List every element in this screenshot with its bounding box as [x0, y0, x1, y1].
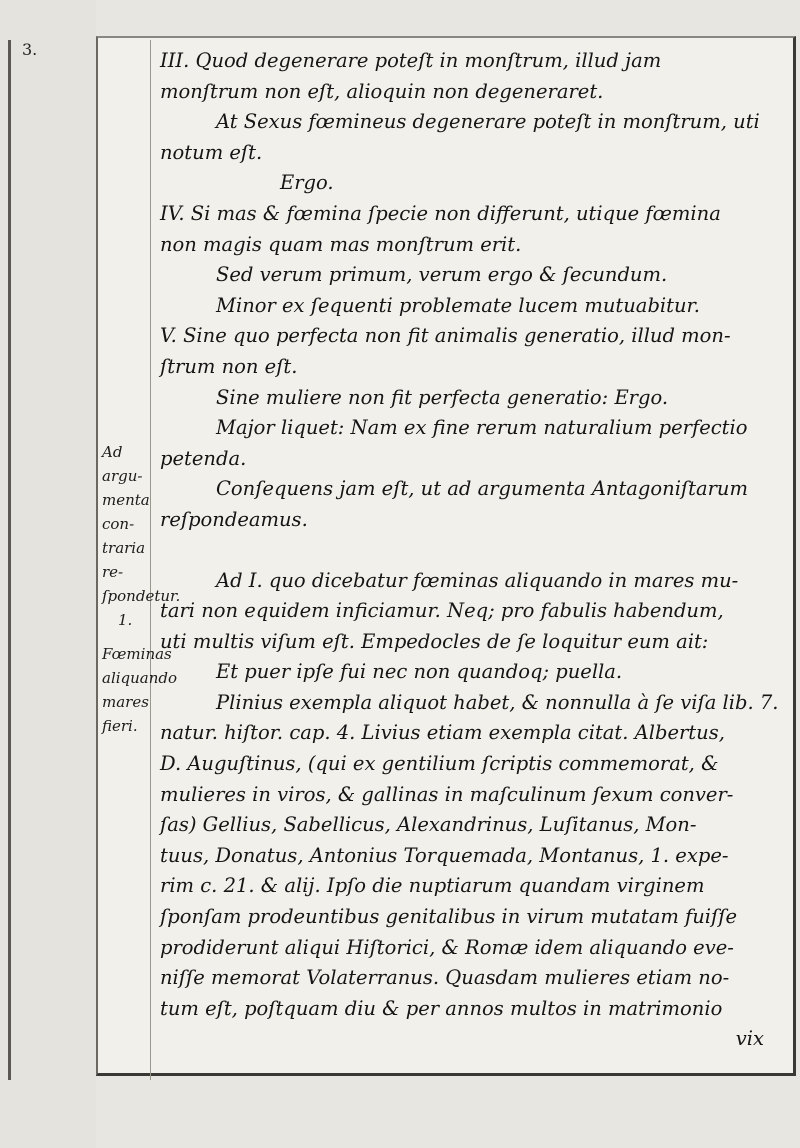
text-line: petenda. [160, 446, 247, 470]
binding-rule [8, 40, 11, 1080]
text-line: prodiderunt aliqui Hiſtorici, & Romæ idem aliquando eve- [160, 935, 734, 959]
text-line: mulieres in viros, & gallinas in maſculinum ſexum conver- [160, 782, 734, 806]
text-line: tuus, Donatus, Antonius Torquemada, Montanus, 1. expe- [160, 843, 729, 867]
text-line: reſpondeamus. [160, 507, 308, 531]
text-line: notum eſt. [160, 140, 263, 164]
catchword: vix [735, 1027, 764, 1051]
marginal-gloss [102, 440, 181, 738]
text-line: V. Sine quo perfecta non fit animalis generatio, illud mon- [160, 324, 731, 348]
text-line: Minor ex ſequenti problemate lucem mutuabitur. [216, 293, 700, 317]
text-line: non magis quam mas monſtrum erit. [160, 232, 522, 256]
text-line: natur. hiſtor. cap. 4. Livius etiam exempla citat. Albertus, [160, 721, 725, 745]
binding-margin [0, 0, 96, 1148]
text-line: ſponſam prodeuntibus genitalibus in virum mutatam fuiſſe [160, 905, 738, 929]
text-line: ſtrum non eſt. [160, 354, 298, 378]
text-line: Ergo. [280, 171, 334, 195]
text-line: Conſequens jam eſt, ut ad argumenta Antagoniſtarum [216, 477, 748, 501]
text-line: Plinius exempla aliquot habet, & nonnulla à ſe viſa lib. 7. [216, 690, 779, 714]
text-line: III. Quod degenerare poteſt in monſtrum, illud jam [160, 49, 662, 72]
page-number: 3. [22, 40, 38, 59]
text-line: IV. Si mas & fœmina ſpecie non differunt, utique fœmina [160, 201, 721, 225]
text-line: D. Auguſtinus, (qui ex gentilium ſcriptis commemorat, & [160, 752, 719, 776]
text-line: Sed verum primum, verum ergo & ſecundum. [216, 263, 668, 287]
text-line: Et puer ipſe fui nec non quandoq; puella. [216, 660, 623, 684]
text-line: Major liquet: Nam ex fine rerum naturalium perfectio [216, 416, 748, 440]
text-line: monſtrum non eſt, alioquin non degeneraret. [160, 79, 604, 103]
gloss-subheading: Fœminas aliquando mares fieri. [102, 645, 178, 735]
text-line: rim c. 21. & alij. Ipſo die nuptiarum quandam virginem [160, 874, 705, 898]
gloss-heading: Ad argu- menta con- traria re- ſpondetur. [102, 443, 181, 605]
text-line: tum eſt, poſtquam diu & per annos multos in matrimonio [160, 996, 723, 1020]
text-line: At Sexus fœmineus degenerare poteſt in monſtrum, uti [216, 110, 760, 134]
text-line: niſſe memorat Volaterranus. Quasdam mulieres etiam no- [160, 966, 730, 990]
text-line: uti multis viſum eſt. Empedocles de ſe loquitur eum ait: [160, 629, 709, 653]
gloss-number: 1. [118, 611, 133, 629]
text-line: Ad I. quo dicebatur fœminas aliquando in mares mu- [216, 568, 739, 592]
text-line: Sine muliere non fit perfecta generatio: Ergo. [216, 385, 669, 409]
text-line: tari non equidem inficiamur. Neq; pro fabulis habendum, [160, 599, 724, 623]
body-text [160, 46, 778, 1055]
text-line: ſas) Gellius, Sabellicus, Alexandrinus, Luſitanus, Mon- [160, 813, 697, 837]
